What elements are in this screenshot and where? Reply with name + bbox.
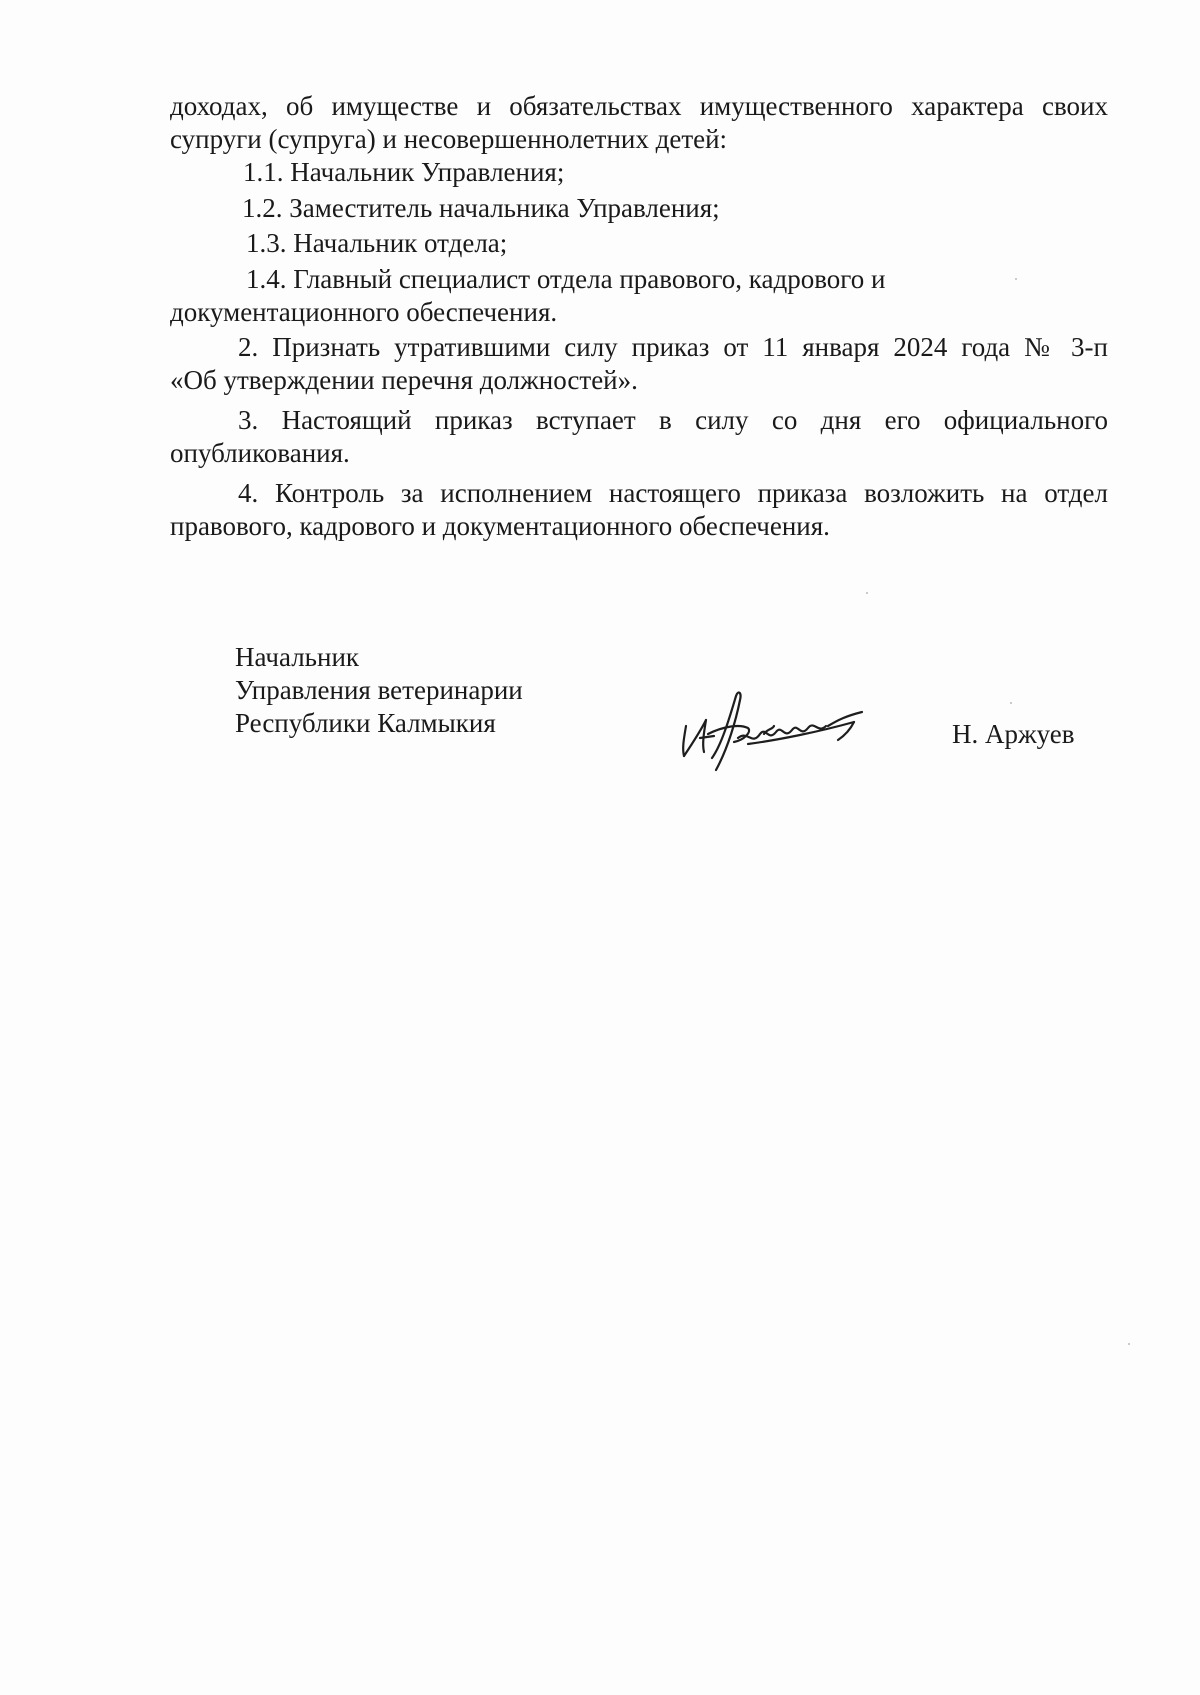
intro-line-2: супруги (супруга) и несовершеннолетних детей: (170, 124, 728, 154)
list-item-1-2: 1.2. Заместитель начальника Управления; (242, 193, 720, 223)
scan-speck (1128, 1343, 1130, 1345)
paragraph-4-line-2: правового, кадрового и документационного обеспечения. (170, 511, 830, 541)
list-item-1-3: 1.3. Начальник отдела; (246, 228, 508, 258)
signatory-title-line-2: Управления ветеринарии (235, 675, 523, 705)
paragraph-3-line-1: 3. Настоящий приказ вступает в силу со дня его официального (238, 405, 1108, 435)
handwritten-signature (678, 686, 868, 776)
paragraph-2-line-1: 2. Признать утратившими силу приказ от 11 января 2024 года № 3-п (238, 332, 1108, 362)
list-item-1-4-line-1: 1.4. Главный специалист отдела правового, кадрового и (246, 264, 886, 294)
paragraph-2-line-2: «Об утверждении перечня должностей». (170, 365, 638, 395)
paragraph-3-line-2: опубликования. (170, 438, 350, 468)
signatory-title-line-3: Республики Калмыкия (235, 708, 496, 738)
list-item-1-4-line-2: документационного обеспечения. (170, 297, 558, 327)
scan-speck (1015, 278, 1017, 280)
intro-line-1: доходах, об имуществе и обязательствах имущественного характера своих (170, 91, 1108, 121)
list-item-1-1: 1.1. Начальник Управления; (243, 157, 565, 187)
signatory-title-line-1: Начальник (235, 642, 360, 672)
scan-speck (866, 592, 868, 594)
paragraph-4-line-1: 4. Контроль за исполнением настоящего приказа возложить на отдел (238, 478, 1108, 508)
scan-speck (1010, 702, 1012, 704)
signatory-name: Н. Аржуев (952, 719, 1075, 749)
document-body (170, 90, 1108, 543)
signatory-title (235, 641, 523, 740)
